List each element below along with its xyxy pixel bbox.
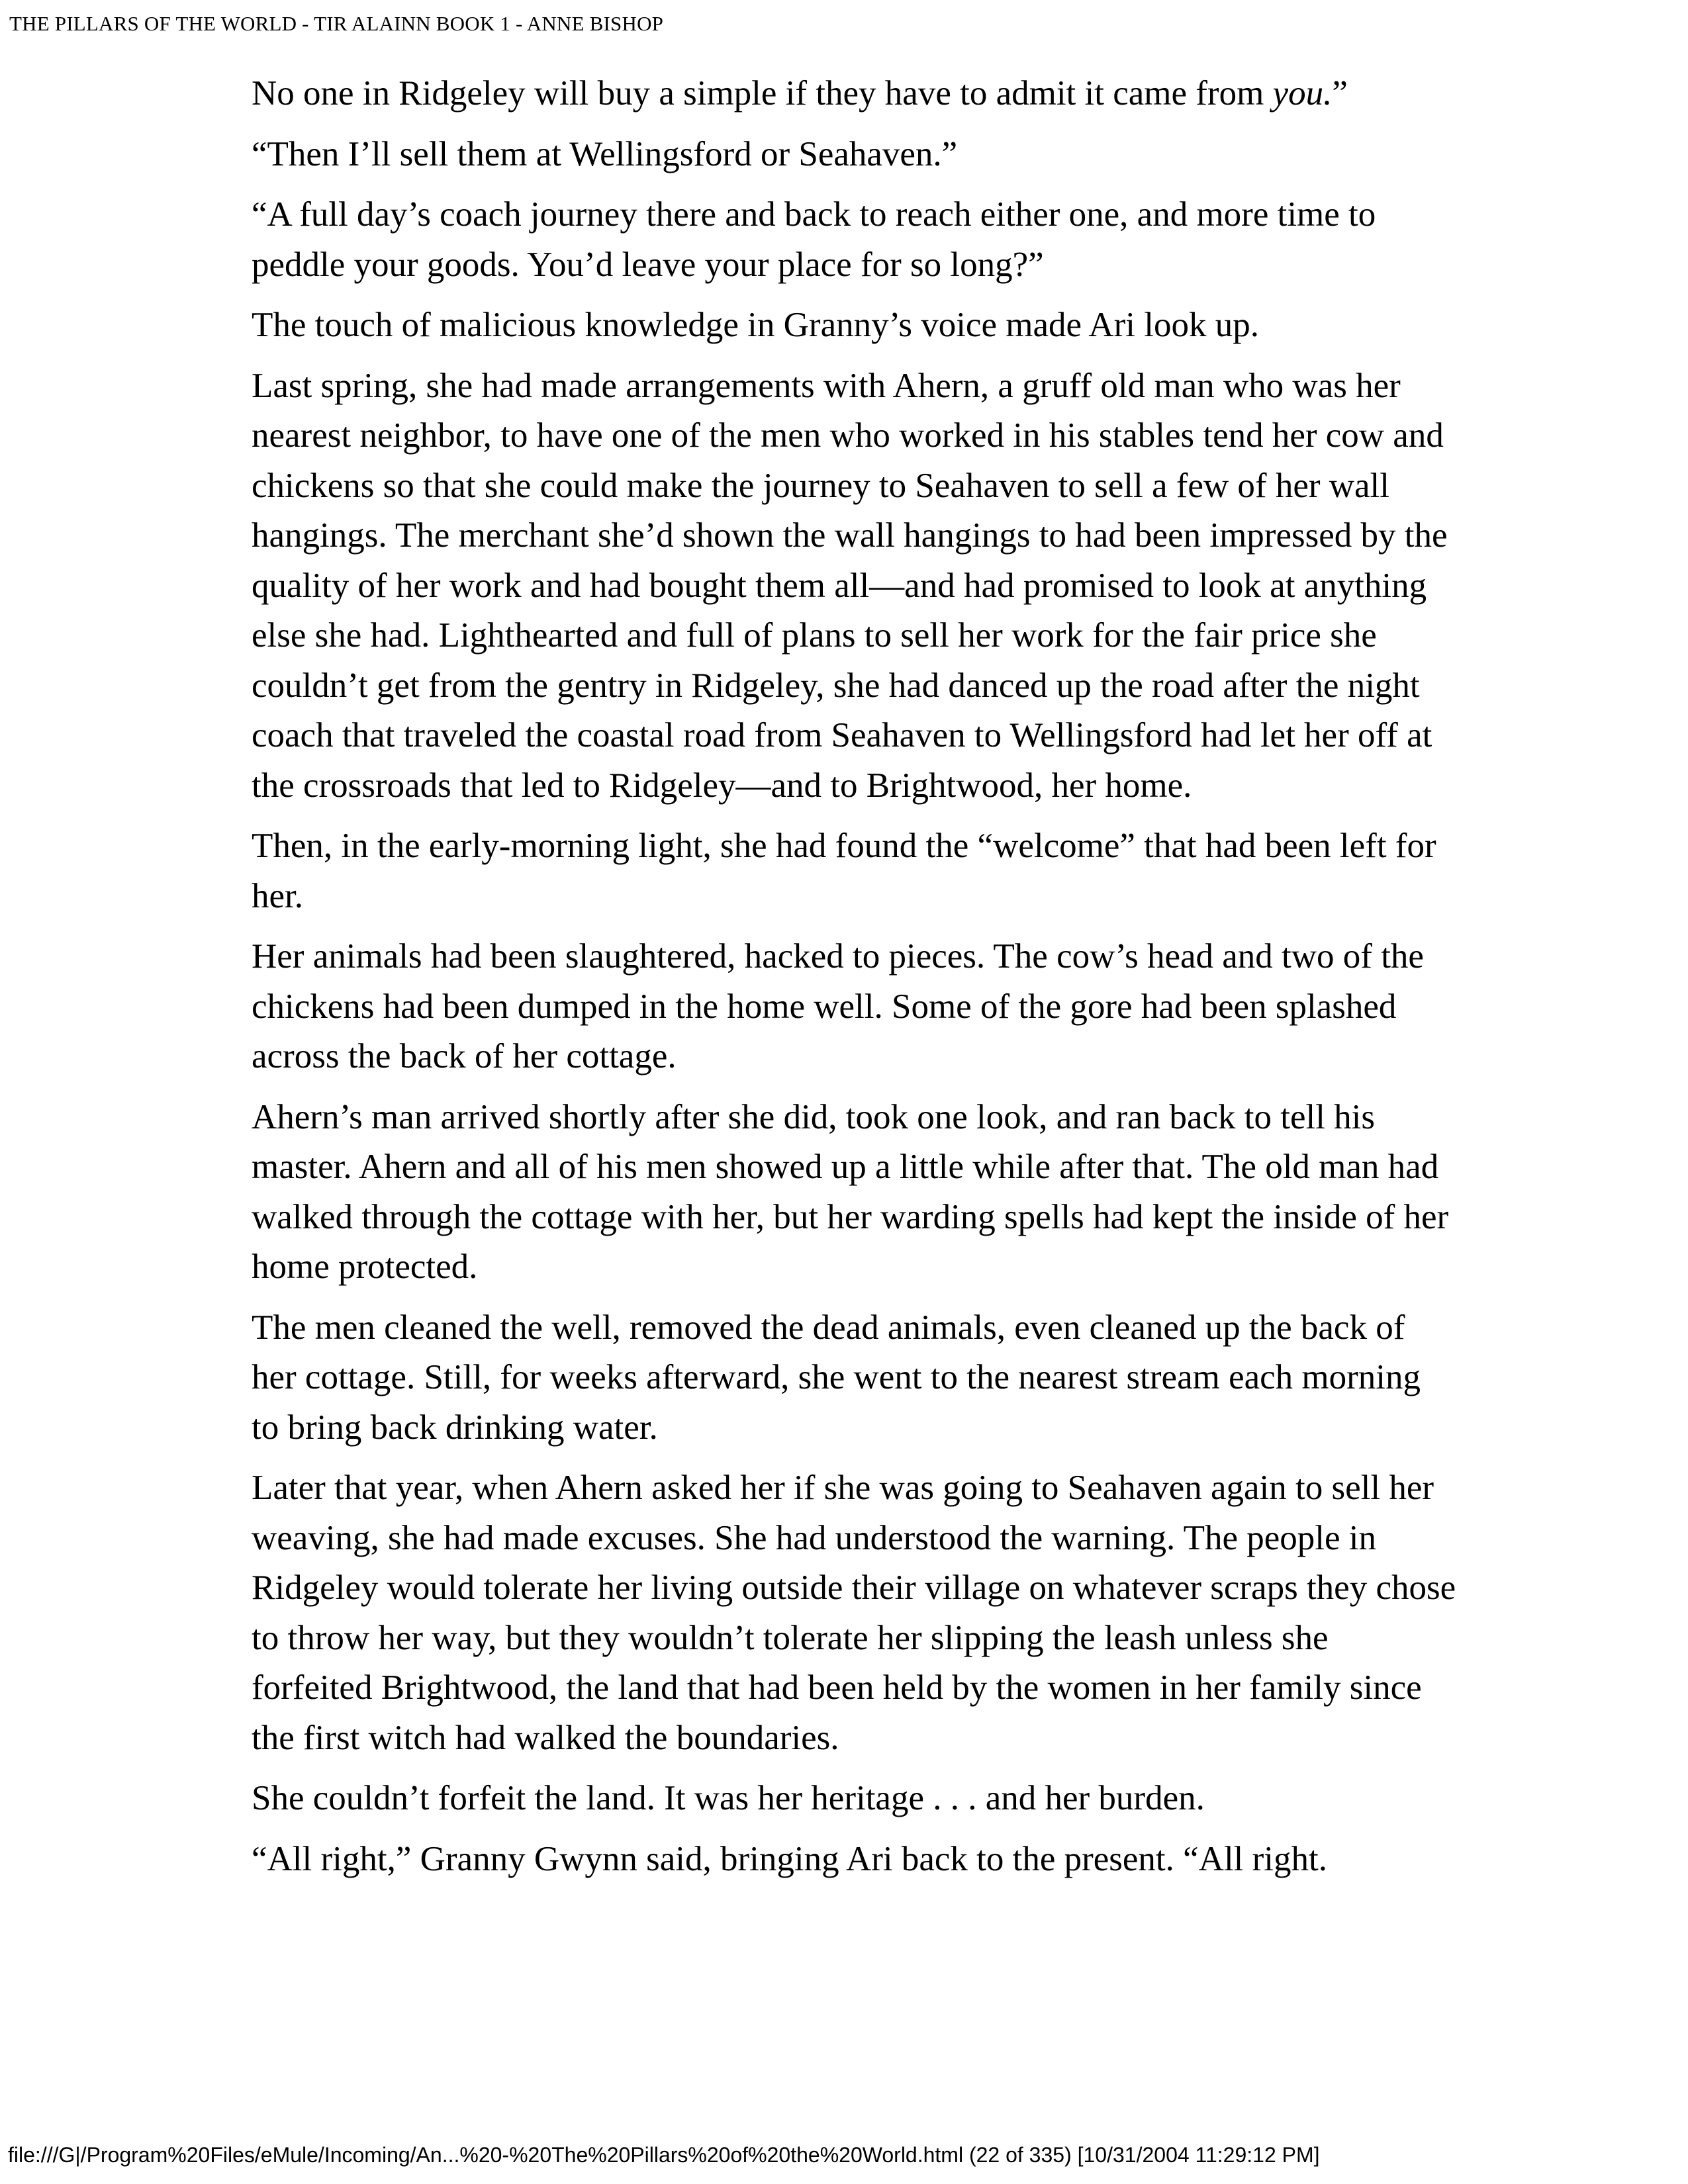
book-text — [252, 69, 1456, 1895]
emphasis-text: you. — [1272, 74, 1333, 113]
paragraph: “All right,” Granny Gwynn said, bringing Ari back to the present. “All right. — [252, 1839, 1327, 1878]
paragraph-text: No one in Ridgeley will buy a simple if they have to admit it came from — [252, 74, 1273, 113]
paragraph: She couldn’t forfeit the land. It was her heritage . . . and her burden. — [252, 1779, 1205, 1817]
paragraph: Last spring, she had made arrangements with Ahern, a gruff old man who was her nearest neighbor, to have one of the men who worked in his stables tend her cow and chickens so that she could make the journey to Seahaven to sell a few of her wall hangings. The merchant she’d shown the wall hangings to had been impressed by the quality of her work and had bought them all—and had promised to look at anything else she had. Lighthearted and full of plans to sell her work for the fair price she couldn’t get from the gentry in Ridgeley, she had danced up the road after the night coach that traveled the coastal road from Seahaven to Wellingsford had let her off at the crossroads that led to Ridgeley—and to Brightwood, her home. — [252, 366, 1448, 805]
paragraph: The touch of malicious knowledge in Granny’s voice made Ari look up. — [252, 306, 1259, 344]
paragraph: Later that year, when Ahern asked her if she was going to Seahaven again to sell her weaving, she had made excuses. She had understood the warning. The people in Ridgeley would tolerate her living outside their village on whatever scraps they chose to throw her way, but they wouldn’t tolerate her slipping the leash unless she forfeited Brightwood, the land that had been held by the women in her family since the first witch had walked the boundaries. — [252, 1469, 1456, 1757]
paragraph: The men cleaned the well, removed the dead animals, even cleaned up the back of her cottage. Still, for weeks afterward, she went to the nearest stream each morning to bring back drinking water. — [252, 1308, 1421, 1447]
paragraph: Then, in the early-morning light, she had found the “welcome” that had been left for her. — [252, 827, 1436, 915]
page-footer-file-info: file:///G|/Program%20Files/eMule/Incoming/An...%20-%20The%20Pillars%20of%20the%20World.html (22 of 335) [10/31/2004 11:29:12 PM] — [8, 2143, 1320, 2167]
paragraph: “A full day’s coach journey there and back to reach either one, and more time to peddle your goods. You’d leave your place for so long?” — [252, 195, 1376, 284]
paragraph — [252, 69, 1456, 119]
paragraph: Her animals had been slaughtered, hacked to pieces. The cow’s head and two of the chickens had been dumped in the home well. Some of the gore had been splashed across the back of her cottage. — [252, 937, 1424, 1075]
closing-quote: ” — [1332, 74, 1348, 113]
paragraph: Ahern’s man arrived shortly after she did, took one look, and ran back to tell his master. Ahern and all of his men showed up a little while after that. The old man had walked through the cottage with her, but her warding spells had kept the inside of her home protected. — [252, 1097, 1449, 1286]
running-header: THE PILLARS OF THE WORLD - TIR ALAINN BOOK 1 - ANNE BISHOP — [9, 12, 664, 35]
paragraph: “Then I’ll sell them at Wellingsford or Seahaven.” — [252, 134, 958, 173]
